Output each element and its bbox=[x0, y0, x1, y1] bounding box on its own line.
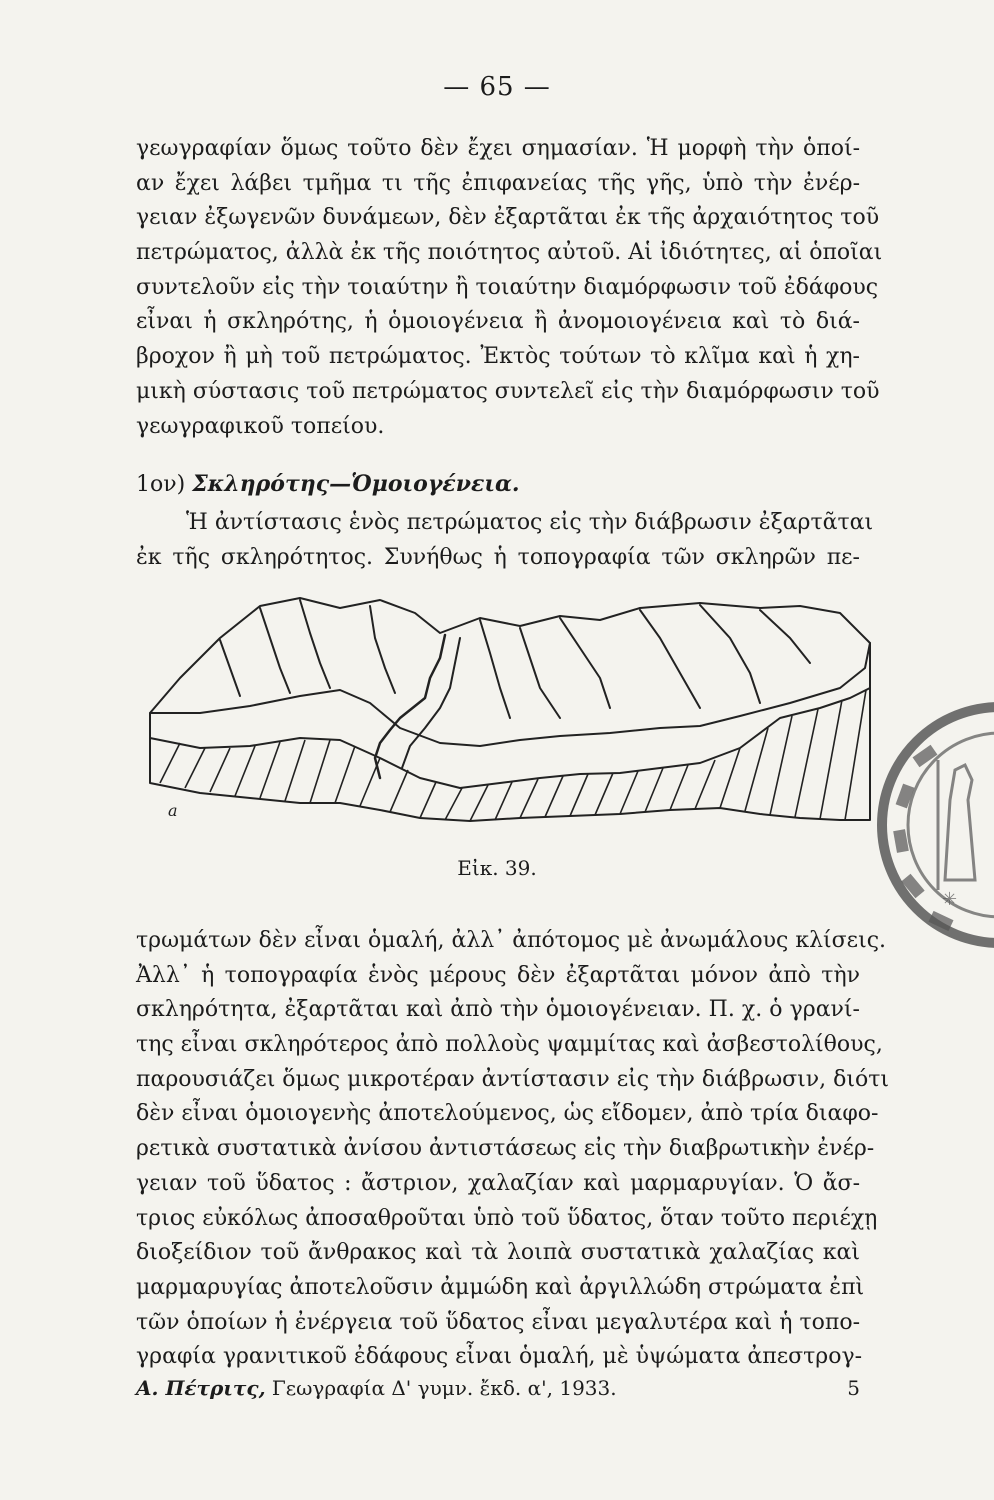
text-line: της εἶναι σκληρότερος ἀπὸ πολλοὺς ψαμμίτας καὶ ἀσβεστολίθους, bbox=[136, 1032, 883, 1058]
text-line: τριος εὐκόλως ἀποσαθροῦται ὑπὸ τοῦ ὕδατος, ὅταν τοῦτο περιέχῃ bbox=[136, 1205, 878, 1231]
text-line: συντελοῦν εἰς τὴν τοιαύτην ἢ τοιαύτην διαμόρφωσιν τοῦ ἐδάφους bbox=[136, 274, 879, 300]
text-line: σκληρότητα, ἐξαρτᾶται καὶ ἀπὸ τὴν ὁμοιογένειαν. Π. χ. ὁ γρανί- bbox=[136, 997, 860, 1023]
heading-title: Σκληρότης—Ὁμοιογένεια. bbox=[192, 471, 520, 497]
text-line: γεωγραφίαν ὅμως τοῦτο δὲν ἔχει σημασίαν. Ἡ μορφὴ τὴν ὁποί- bbox=[136, 136, 860, 161]
text-line: μικὴ σύστασις τοῦ πετρώματος συντελεῖ εἰς τὴν διαμόρφωσιν τοῦ bbox=[136, 378, 880, 404]
svg-text:✳: ✳ bbox=[942, 889, 958, 910]
text-line: ρετικὰ συστατικὰ ἀνίσου ἀντιστάσεως εἰς τὴν διαβρωτικὴν ἐνέρ- bbox=[136, 1136, 875, 1162]
figure-label: a bbox=[168, 801, 178, 820]
text-line: μαρμαρυγίας ἀποτελοῦσιν ἀμμώδη καὶ ἀργιλλώδη στρώματα ἐπὶ bbox=[136, 1274, 865, 1300]
terrain-block-diagram bbox=[140, 578, 880, 838]
footer-publication: Γεωγραφία Δ' γυμν. ἔκδ. α', 1933. bbox=[265, 1376, 617, 1400]
text-line: γειαν τοῦ ὕδατος : ἄστριον, χαλαζίαν καὶ μαρμαρυγίαν. Ὁ ἄσ- bbox=[136, 1170, 860, 1196]
footer-author: Α. Πέτριτς, bbox=[136, 1376, 266, 1400]
text-line: τῶν ὁποίων ἡ ἐνέργεια τοῦ ὕδατος εἶναι μεγαλυτέρα καὶ ἡ τοπο- bbox=[136, 1309, 860, 1335]
text-line: πετρώματος, ἀλλὰ ἐκ τῆς ποιότητος αὐτοῦ. Αἱ ἰδιότητες, αἱ ὁποῖαι bbox=[136, 240, 883, 266]
text-line: διοξείδιον τοῦ ἄνθρακος καὶ τὰ λοιπὰ συστατικὰ χαλαζίας καὶ bbox=[136, 1240, 860, 1266]
text-line: παρουσιάζει ὅμως μικροτέραν ἀντίστασιν εἰς τὴν διάβρωσιν, διότι bbox=[136, 1066, 890, 1092]
text-line: Ἀλλ᾽ ἡ τοπογραφία ἑνὸς μέρους δὲν ἐξαρτᾶται μόνον ἀπὸ τὴν bbox=[136, 962, 860, 988]
text-line: γραφία γρανιτικοῦ ἐδάφους εἶναι ὁμαλή, μὲ ὑψώματα ἀπεστρογ- bbox=[136, 1344, 863, 1370]
text-line: αν ἔχει λάβει τμῆμα τι τῆς ἐπιφανείας τῆς γῆς, ὑπὸ τὴν ἐνέρ- bbox=[136, 170, 860, 196]
text-line: γεωγραφικοῦ τοπείου. bbox=[136, 413, 385, 439]
page-footer bbox=[136, 1376, 860, 1400]
figure-caption: Εἰκ. 39. bbox=[457, 856, 537, 880]
heading-number: 1ον) bbox=[136, 472, 186, 497]
page-number: — 65 — bbox=[443, 72, 551, 102]
section-heading bbox=[136, 464, 860, 504]
text-line: τρωμάτων δὲν εἶναι ὁμαλή, ἀλλ᾽ ἀπότομος μὲ ἀνωμάλους κλίσεις. bbox=[136, 928, 887, 953]
paragraph-2 bbox=[136, 506, 874, 575]
text-line: εἶναι ἡ σκληρότης, ἡ ὁμοιογένεια ἢ ἀνομοιογένεια καὶ τὸ διά- bbox=[136, 309, 860, 335]
library-stamp-seal bbox=[850, 690, 994, 960]
signature-mark: 5 bbox=[847, 1376, 860, 1400]
text-line: Ἡ ἀντίστασις ἑνὸς πετρώματος εἰς τὴν διάβρωσιν ἐξαρτᾶται bbox=[186, 510, 874, 535]
text-line: ἐκ τῆς σκληρότητος. Συνήθως ἡ τοπογραφία τῶν σκληρῶν πε- bbox=[136, 544, 860, 570]
text-line: δὲν εἶναι ὁμοιογενὴς ἀποτελούμενος, ὡς εἴδομεν, ἀπὸ τρία διαφο- bbox=[136, 1101, 879, 1127]
paragraph-1 bbox=[136, 132, 883, 444]
text-line: γειαν ἐξωγενῶν δυνάμεων, δὲν ἐξαρτᾶται ἐκ τῆς ἀρχαιότητος τοῦ bbox=[136, 205, 880, 231]
text-line: βροχον ἢ μὴ τοῦ πετρώματος. Ἐκτὸς τούτων τὸ κλῖμα καὶ ἡ χη- bbox=[136, 344, 860, 370]
paragraph-3 bbox=[136, 924, 890, 1375]
